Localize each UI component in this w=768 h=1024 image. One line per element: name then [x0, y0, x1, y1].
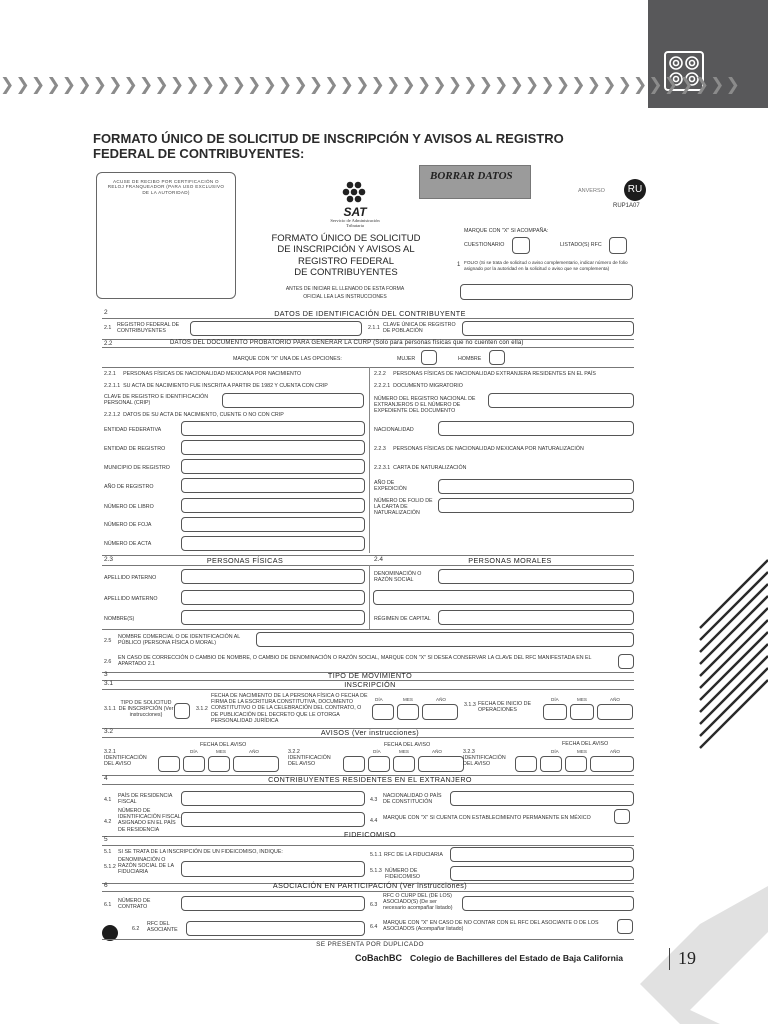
- folio-field[interactable]: [460, 284, 633, 300]
- borrar-datos-label: BORRAR DATOS: [430, 170, 513, 182]
- chevron-icon: ❯: [262, 75, 277, 95]
- s25-label: NOMBRE COMERCIAL O DE IDENTIFICACIÓN AL PÚBLICO (PERSONA FÍSICA O MORAL): [118, 634, 241, 647]
- anio-registro-field[interactable]: [181, 478, 365, 493]
- aviso1-anio: AÑO: [249, 749, 259, 754]
- chevron-icon: ❯: [108, 75, 123, 95]
- libro-label: NÚMERO DE LIBRO: [104, 504, 154, 510]
- pais-field[interactable]: [181, 791, 365, 806]
- footer-college: Colegio de Bachilleres del Estado de Baja California: [410, 953, 623, 963]
- chevron-icon: ❯: [46, 75, 61, 95]
- chevron-icon: ❯: [216, 75, 231, 95]
- anio-registro-label: AÑO DE REGISTRO: [104, 484, 154, 490]
- chevron-icon: ❯: [385, 75, 401, 95]
- acta-field[interactable]: [181, 536, 365, 551]
- chevron-icon: ❯: [339, 75, 354, 95]
- aviso3-fields[interactable]: [515, 756, 634, 772]
- form-title-line1: FORMATO ÚNICO DE SOLICITUD: [271, 233, 421, 244]
- aviso1-label: IDENTIFICACIÓN DEL AVISO: [104, 755, 147, 768]
- chevron-icon: ❯: [185, 75, 200, 95]
- s23-title: PERSONAS FÍSICAS: [206, 556, 284, 565]
- num-contrato-field[interactable]: [181, 896, 365, 911]
- aviso3-anio: AÑO: [610, 749, 620, 754]
- marque-no-label: MARQUE CON "X" EN CASO DE NO CONTAR CON EL RFC DEL ASOCIANTE O DE LOS ASOCIADOS (Acompañar listado): [383, 920, 599, 933]
- libro-field[interactable]: [181, 498, 365, 513]
- s223-label: 2.2.3 PERSONAS FÍSICAS DE NACIONALIDAD MEXICANA POR NATURALIZACIÓN: [374, 446, 584, 452]
- s41-num: 4.1: [104, 797, 112, 803]
- chevron-icon: ❯: [571, 75, 586, 95]
- s6-title: ASOCIACIÓN EN PARTICIPACIÓN (Ver instrucciones): [272, 881, 468, 890]
- f22-num: 2.2: [104, 341, 113, 347]
- form-title-line2: DE INSCRIPCIÓN Y AVISOS AL: [277, 244, 415, 256]
- tipo-solicitud-label: TIPO DE SOLICITUD DE INSCRIPCIÓN (Ver instrucciones): [118, 700, 174, 719]
- curp-field[interactable]: [462, 321, 634, 336]
- listado-rfc-label: LISTADO(S) RFC: [560, 242, 602, 248]
- diagonal-stripes-decoration: [700, 560, 768, 750]
- rfc-curp-label: RFC O CURP DEL (DE LOS) ASOCIADO(S) (De ser necesario acompañar listado): [383, 893, 453, 912]
- s63-num: 6.3: [370, 902, 378, 908]
- s31-num: 3.1: [104, 680, 114, 687]
- fecha-nacimiento-fields[interactable]: [372, 704, 458, 720]
- marque-opciones-label: MARQUE CON "X" UNA DE LAS OPCIONES:: [233, 356, 342, 362]
- nacionalidad-field[interactable]: [438, 421, 634, 436]
- s51-num: 5.1: [104, 849, 112, 855]
- nombre-comercial-field[interactable]: [256, 632, 634, 647]
- municipio-field[interactable]: [181, 459, 365, 474]
- anverso-label: ANVERSO: [578, 188, 605, 194]
- s25-num: 2.5: [104, 638, 112, 644]
- marque-est-label: MARQUE CON "X" SI CUENTA CON ESTABLECIMIENTO PERMANENTE EN MÉXICO: [383, 815, 591, 821]
- f21-num: 2.1: [104, 325, 112, 331]
- nombres-label: NOMBRE(S): [104, 616, 135, 622]
- aviso1-fecha: FECHA DEL AVISO: [200, 742, 247, 748]
- s32-title: AVISOS (Ver instrucciones): [320, 728, 420, 737]
- s51-label: SI SE TRATA DE LA INSCRIPCIÓN DE UN FIDEICOMISO, INDIQUE:: [118, 849, 283, 855]
- fecha-inicio-fields[interactable]: [543, 704, 633, 720]
- chevron-icon: ❯: [154, 75, 169, 95]
- denominacion-fid-label: DENOMINACIÓN O RAZÓN SOCIAL DE LA FIDUCIARIA: [118, 857, 174, 876]
- rfc-asociante-field[interactable]: [186, 921, 365, 936]
- apellido-paterno-label: APELLIDO PATERNO: [104, 575, 157, 581]
- cuestionario-checkbox[interactable]: [512, 237, 530, 254]
- duplicado-note: SE PRESENTA POR DUPLICADO: [316, 941, 424, 948]
- chevron-icon: ❯: [247, 75, 262, 95]
- chevron-icon: ❯: [463, 75, 478, 95]
- form-title-line3: REGISTRO FEDERAL: [297, 255, 395, 267]
- form-title: [268, 233, 424, 279]
- chevron-icon: ❯: [524, 75, 540, 95]
- page-number: 19: [678, 948, 696, 968]
- f211-num: 2.1.1: [368, 325, 380, 331]
- num-contrato-label: NÚMERO DE CONTRATO: [118, 898, 151, 911]
- folio-number: 1: [457, 262, 461, 268]
- aviso2-anio: AÑO: [432, 749, 442, 754]
- chevron-icon: ❯: [324, 75, 339, 95]
- s511-num: 5.1.1: [370, 852, 382, 858]
- s44-num: 4.4: [370, 818, 378, 824]
- chevron-icon: ❯: [30, 75, 46, 95]
- cuestionario-label: CUESTIONARIO: [464, 242, 505, 248]
- rfc-fid-label: RFC DE LA FIDUCIARIA: [384, 852, 443, 858]
- folio-text: FOLIO (Si se trata de solicitud o aviso complementario, indicar número de folio asignado por la autoridad en la solicitud o aviso que se complementa): [464, 260, 628, 271]
- registro-nacional-field[interactable]: [488, 393, 634, 408]
- chevron-icon: ❯: [432, 75, 447, 95]
- dia-label-2: DÍA: [551, 697, 559, 702]
- s513-num: 5.1.3: [370, 868, 382, 874]
- foja-field[interactable]: [181, 517, 365, 532]
- s312-num: 3.1.2: [196, 706, 208, 712]
- footer-brand: CoBachBC: [355, 953, 403, 963]
- chevron-band: [0, 75, 740, 95]
- aviso2-dia: DÍA: [373, 749, 381, 754]
- chevron-icon: ❯: [401, 75, 416, 95]
- chevron-icon: ❯: [370, 75, 385, 95]
- s311-num: 3.1.1: [104, 706, 116, 712]
- mes-label-2: MES: [577, 697, 587, 702]
- chevron-icon: ❯: [602, 75, 617, 95]
- section-2-title: DATOS DE IDENTIFICACIÓN DEL CONTRIBUYENTE: [274, 309, 466, 318]
- nacionalidad-label: NACIONALIDAD: [374, 427, 414, 433]
- folio-carta-field[interactable]: [438, 498, 634, 513]
- chevron-icon: ❯: [308, 75, 323, 95]
- chevron-icon: ❯: [416, 75, 432, 95]
- sat-logo-text: SAT: [343, 205, 367, 219]
- s3-title: TIPO DE MOVIMIENTO: [327, 671, 413, 680]
- s3-num: 3: [104, 671, 108, 678]
- anio-expedicion-label: AÑO DE EXPEDICIÓN: [374, 480, 407, 493]
- borrar-datos-button[interactable]: [419, 165, 531, 199]
- chevron-icon: ❯: [293, 75, 308, 95]
- chevron-icon: ❯: [61, 75, 76, 95]
- registro-nacional-label: NÚMERO DEL REGISTRO NACIONAL DE EXTRANJEROS O EL NÚMERO DE EXPEDIENTE DEL DOCUMENTO: [374, 396, 476, 415]
- crip-field[interactable]: [222, 393, 364, 408]
- s24-title: PERSONAS MORALES: [468, 556, 552, 565]
- apellido-materno-field[interactable]: [181, 590, 365, 605]
- s222-label: 2.2.2 PERSONAS FÍSICAS DE NACIONALIDAD EXTRANJERA RESIDENTES EN EL PAÍS: [374, 371, 596, 377]
- fecha-inicio-label: FECHA DE INICIO DE OPERACIONES: [478, 701, 531, 714]
- aviso3-fecha: FECHA DEL AVISO: [562, 741, 609, 747]
- denominacion-field[interactable]: [438, 569, 634, 584]
- form-code: RUP1A07: [613, 203, 640, 209]
- s62-num: 6.2: [132, 926, 140, 932]
- aviso1-num: 3.2.1: [104, 749, 116, 755]
- regimen-label: RÉGIMEN DE CAPITAL: [374, 616, 431, 622]
- marque-acompana-label: MARQUE CON "X" SI ACOMPAÑA:: [464, 228, 549, 234]
- nac-pais-label: NACIONALIDAD O PAÍS DE CONSTITUCIÓN: [383, 793, 442, 806]
- chevron-icon: ❯: [169, 75, 185, 95]
- chevron-icon: ❯: [694, 75, 709, 95]
- num-fid-label: NÚMERO DE FIDEICOMISO: [385, 868, 421, 881]
- s26-num: 2.6: [104, 659, 112, 665]
- s64-num: 6.4: [370, 924, 378, 930]
- page-title-line1: FORMATO ÚNICO DE SOLICITUD DE INSCRIPCIÓN Y AVISOS AL REGISTRO: [93, 131, 564, 146]
- acta-label: NÚMERO DE ACTA: [104, 541, 152, 547]
- s2211-label: 2.2.1.1 SU ACTA DE NACIMIENTO FUE INSCRITA A PARTIR DE 1982 Y CUENTA CON CRIP: [104, 383, 328, 389]
- s24-num: 2.4: [374, 556, 384, 563]
- entidad-federativa-field[interactable]: [181, 421, 365, 436]
- entidad-registro-label: ENTIDAD DE REGISTRO: [104, 446, 166, 452]
- chevron-icon: ❯: [586, 75, 601, 95]
- anio-label-2: AÑO: [610, 697, 620, 702]
- receipt-box-label: ACUSE DE RECIBO POR CERTIFICACIÓN O RELOJ FRANQUEADOR (PARA USO EXCLUSIVO DE LA AUTORIDAD): [107, 179, 225, 195]
- sat-subtitle: Servicio de Administración Tributaria: [330, 218, 380, 229]
- hombre-label: HOMBRE: [458, 356, 482, 362]
- chevron-icon: ❯: [123, 75, 138, 95]
- aviso2-label: IDENTIFICACIÓN DEL AVISO: [288, 755, 331, 768]
- num-id-label: NÚMERO DE IDENTIFICACIÓN FISCAL ASIGNADO EN EL PAÍS DE RESIDENCIA: [118, 808, 181, 833]
- denominacion-fid-field[interactable]: [181, 861, 365, 877]
- aviso2-num: 3.2.2: [288, 749, 300, 755]
- mes-label-1: MES: [403, 697, 413, 702]
- aviso2-fields[interactable]: [343, 756, 464, 772]
- mujer-label: MUJER: [397, 356, 416, 362]
- conservar-rfc-checkbox[interactable]: [618, 654, 634, 669]
- page-title: [93, 131, 633, 161]
- hombre-checkbox[interactable]: [489, 350, 505, 365]
- chevron-icon: ❯: [355, 75, 370, 95]
- chevron-icon: ❯: [540, 75, 555, 95]
- aviso3-mes: MES: [577, 749, 587, 754]
- apellido-materno-label: APELLIDO MATERNO: [104, 596, 158, 602]
- chevron-icon: ❯: [447, 75, 462, 95]
- s26-label: EN CASO DE CORRECCIÓN O CAMBIO DE NOMBRE, O CAMBIO DE DENOMINACIÓN O RAZÓN SOCIAL, MARQUE CON "X" SI DESEA CONSERVAR LA CLAVE DEL RFC MANIFESTADA EN EL APARTADO 2.1: [118, 655, 592, 668]
- chevron-icon: ❯: [617, 75, 632, 95]
- nombres-field[interactable]: [181, 610, 365, 625]
- entidad-registro-field[interactable]: [181, 440, 365, 455]
- sat-logo-icon: [341, 181, 371, 207]
- chevron-icon: ❯: [92, 75, 107, 95]
- municipio-label: MUNICIPIO DE REGISTRO: [104, 465, 170, 471]
- denominacion-field-2[interactable]: [373, 590, 634, 605]
- chevron-icon: ❯: [478, 75, 493, 95]
- s6-num: 6: [104, 882, 108, 889]
- chevron-icon: ❯: [0, 75, 15, 95]
- s2231-label: 2.2.3.1 CARTA DE NATURALIZACIÓN: [374, 465, 467, 471]
- s4-title: CONTRIBUYENTES RESIDENTES EN EL EXTRANJERO: [268, 775, 472, 784]
- pais-label: PAÍS DE RESIDENCIA FISCAL: [118, 793, 173, 806]
- ru-badge: [624, 179, 646, 201]
- aviso3-label: IDENTIFICACIÓN DEL AVISO: [463, 755, 506, 768]
- s23-num: 2.3: [104, 556, 114, 563]
- aviso3-dia: DÍA: [551, 749, 559, 754]
- s5-num: 5: [104, 836, 108, 843]
- aviso1-dia: DÍA: [190, 749, 198, 754]
- folio-carta-label: NÚMERO DE FOLIO DE LA CARTA DE NATURALIZACIÓN: [374, 498, 433, 517]
- establecimiento-checkbox[interactable]: [614, 809, 630, 824]
- chevron-icon: ❯: [509, 75, 524, 95]
- receipt-box: [96, 172, 236, 299]
- page-title-line2: FEDERAL DE CONTRIBUYENTES:: [93, 146, 305, 161]
- s31-title: INSCRIPCIÓN: [344, 680, 396, 689]
- listado-rfc-checkbox[interactable]: [609, 237, 627, 254]
- s4-num: 4: [104, 775, 108, 782]
- num-id-field[interactable]: [181, 812, 365, 827]
- form-title-line4: DE CONTRIBUYENTES: [294, 267, 398, 279]
- s61-num: 6.1: [104, 902, 112, 908]
- dia-label-1: DÍA: [375, 697, 383, 702]
- denominacion-label: DENOMINACIÓN O RAZÓN SOCIAL: [374, 571, 422, 584]
- anio-expedicion-field[interactable]: [438, 479, 634, 494]
- num-fid-field[interactable]: [450, 866, 634, 881]
- chevron-icon: ❯: [725, 75, 740, 95]
- chevron-icon: ❯: [710, 75, 725, 95]
- f22-label: DATOS DEL DOCUMENTO PROBATORIO PARA GENERAR LA CURP (Solo para personas físicas que no cuenten con ella): [170, 340, 524, 346]
- chevron-icon: ❯: [200, 75, 215, 95]
- instructions-note: ANTES DE INICIAR EL LLENADO DE ESTA FORMA OFICIAL LEA LAS INSTRUCCIONES: [285, 286, 405, 300]
- f211-label: CLAVE ÚNICA DE REGISTRO DE POBLACIÓN: [383, 322, 456, 335]
- chevron-icon: ❯: [15, 75, 30, 95]
- chevron-icon: ❯: [138, 75, 154, 95]
- foja-label: NÚMERO DE FOJA: [104, 522, 152, 528]
- s2212-label: 2.2.1.2 DATOS DE SU ACTA DE NACIMIENTO, CUENTE O NO CON CRIP: [104, 412, 284, 418]
- chevron-icon: ❯: [679, 75, 694, 95]
- s313-num: 3.1.3: [464, 702, 476, 708]
- chevron-icon: ❯: [494, 75, 509, 95]
- s2221-label: 2.2.2.1 DOCUMENTO MIGRATORIO: [374, 383, 463, 389]
- ru-badge-text: RU: [627, 184, 643, 195]
- f21-label: REGISTRO FEDERAL DE CONTRIBUYENTES: [117, 322, 180, 335]
- chevron-icon: ❯: [663, 75, 679, 95]
- tipo-solicitud-field[interactable]: [174, 703, 190, 719]
- aviso1-mes: MES: [216, 749, 226, 754]
- crip-label: CLAVE DE REGISTRO E IDENTIFICACIÓN PERSONAL (CRIP): [104, 394, 209, 407]
- chevron-icon: ❯: [277, 75, 293, 95]
- entidad-federativa-label: ENTIDAD FEDERATIVA: [104, 427, 162, 433]
- regimen-field[interactable]: [438, 610, 634, 625]
- mujer-checkbox[interactable]: [421, 350, 437, 365]
- s42-num: 4.2: [104, 819, 112, 825]
- aviso1-fields[interactable]: [158, 756, 279, 772]
- rfc-field[interactable]: [190, 321, 362, 336]
- aviso2-mes: MES: [399, 749, 409, 754]
- chevron-icon: ❯: [648, 75, 663, 95]
- apellido-paterno-field[interactable]: [181, 569, 365, 584]
- rfc-asociante-label: RFC DEL ASOCIANTE: [147, 921, 178, 934]
- chevron-icon: ❯: [632, 75, 648, 95]
- section-2-num: 2: [104, 309, 108, 316]
- aviso3-num: 3.2.3: [463, 749, 475, 755]
- s512-num: 5.1.2: [104, 864, 116, 870]
- s221-label: 2.2.1 PERSONAS FÍSICAS DE NACIONALIDAD MEXICANA POR NACIMIENTO: [104, 371, 302, 377]
- fecha-nacimiento-label: FECHA DE NACIMIENTO DE LA PERSONA FÍSICA O FECHA DE FIRMA DE LA ESCRITURA CONSTITUTIVA, DOCUMENTO CONSTITUTIVO O DE LA CELEBRACIÓN DEL CONTRATO, O DE PUBLICACIÓN DEL DECRETO QUE LE OTORGA PERSONALIDAD JURÍDICA: [211, 693, 368, 724]
- chevron-icon: ❯: [555, 75, 570, 95]
- anio-label-1: AÑO: [436, 697, 446, 702]
- nac-pais-field[interactable]: [450, 791, 634, 806]
- s32-num: 3.2: [104, 728, 114, 735]
- s43-num: 4.3: [370, 797, 378, 803]
- s5-title: FIDEICOMISO: [344, 830, 396, 839]
- aviso2-fecha: FECHA DEL AVISO: [384, 742, 431, 748]
- rfc-fid-field[interactable]: [450, 847, 634, 862]
- chevron-icon: ❯: [77, 75, 92, 95]
- chevron-icon: ❯: [231, 75, 246, 95]
